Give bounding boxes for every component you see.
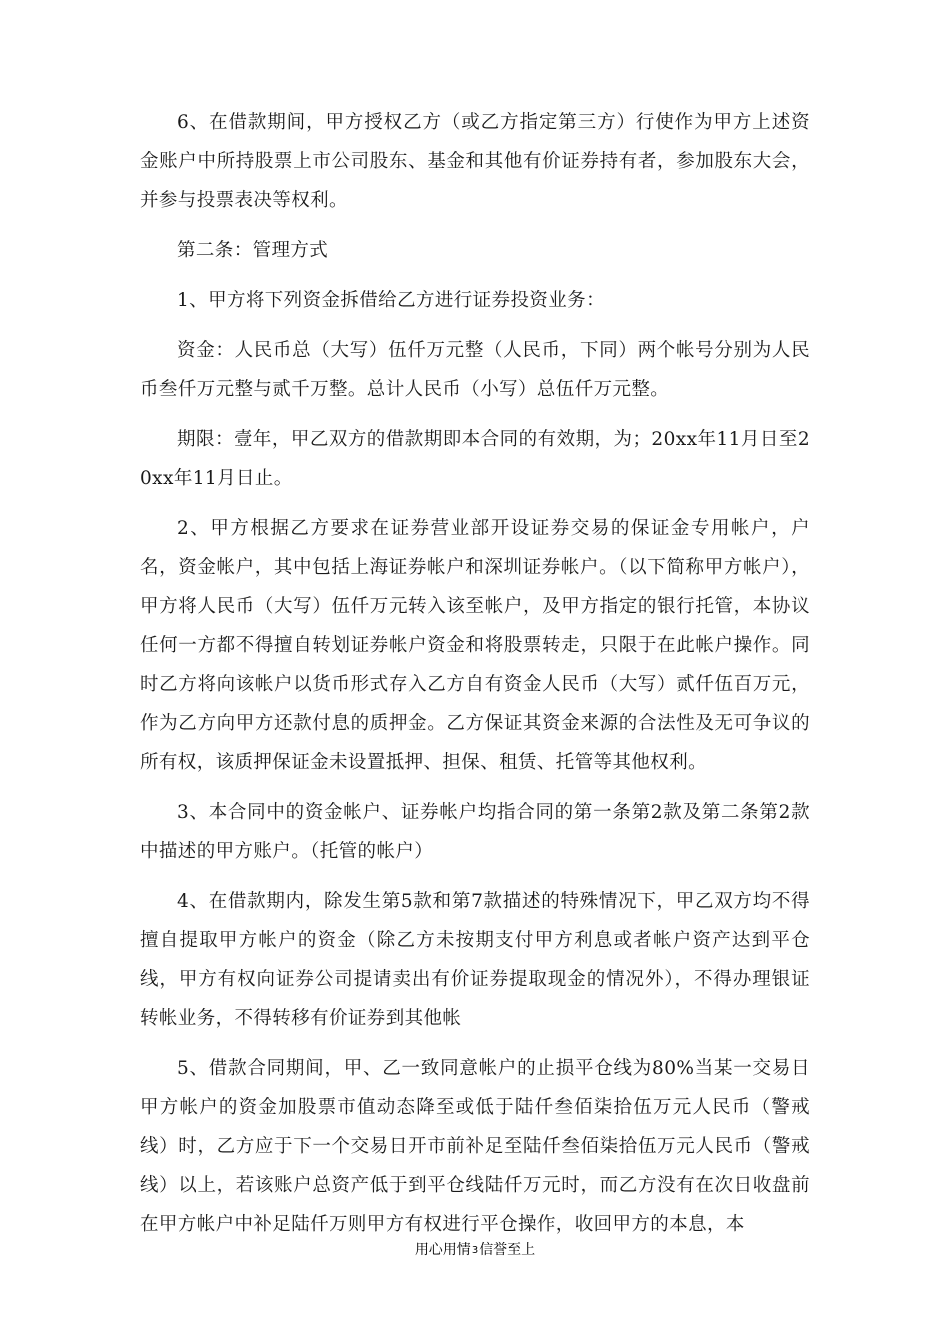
section-heading-article-2: 第二条：管理方式 bbox=[177, 240, 329, 261]
paragraph-clause-2-1: 1、甲方将下列资金拆借给乙方进行证券投资业务： bbox=[177, 290, 605, 311]
paragraph-clause-2-5: 5、借款合同期间，甲、乙一致同意帐户的止损平仓线为80%当某一交易日甲方帐户的资金加股票市值动态降至或低于陆仟叁佰柒拾伍万元人民币（警戒线）时，乙方应于下一个交易日开市前补足至陆仟叁佰柒拾伍万元人民币（警戒线）以上，若该账户总资产低于到平仓线陆仟万元时，而乙方没有在次日收盘前在甲方帐户中补足陆仟万则甲方有权进行平仓操作，收回甲方的本息，本 bbox=[140, 1058, 810, 1235]
document-body bbox=[140, 103, 810, 1255]
paragraph-term: 期限：壹年，甲乙双方的借款期即本合同的有效期，为；20xx年11月日至20xx年11月日止。 bbox=[140, 429, 810, 489]
page-footer bbox=[0, 1239, 950, 1259]
footer-slogan-left: 用心用情 bbox=[414, 1242, 471, 1258]
footer-slogan-right: 信誉至上 bbox=[479, 1242, 536, 1258]
page-number: 3 bbox=[471, 1245, 479, 1256]
paragraph-clause-2-3: 3、本合同中的资金帐户、证券帐户均指合同的第一条第2款及第二条第2款中描述的甲方账户。（托管的帐户） bbox=[140, 802, 810, 862]
paragraph-clause-2-4: 4、在借款期内，除发生第5款和第7款描述的特殊情况下，甲乙双方均不得擅自提取甲方帐户的资金（除乙方未按期支付甲方利息或者帐户资产达到平仓线，甲方有权向证券公司提请卖出有价证券提取现金的情况外），不得办理银证转帐业务，不得转移有价证券到其他帐 bbox=[140, 891, 810, 1029]
paragraph-clause-1-6: 6、在借款期间，甲方授权乙方（或乙方指定第三方）行使作为甲方上述资金账户中所持股票上市公司股东、基金和其他有价证券持有者，参加股东大会，并参与投票表决等权利。 bbox=[140, 112, 810, 211]
paragraph-clause-2-2: 2、甲方根据乙方要求在证券营业部开设证券交易的保证金专用帐户，户名，资金帐户，其中包括上海证券帐户和深圳证券帐户。（以下简称甲方帐户），甲方将人民币（大写）伍仟万元转入该至帐户，及甲方指定的银行托管，本协议任何一方都不得擅自转划证券帐户资金和将股票转走，只限于在此帐户操作。同时乙方将向该帐户以货币形式存入乙方自有资金人民币（大写）贰仟伍百万元，作为乙方向甲方还款付息的质押金。乙方保证其资金来源的合法性及无可争议的所有权，该质押保证金未设置抵押、担保、租赁、托管等其他权利。 bbox=[140, 518, 810, 773]
paragraph-funds: 资金：人民币总（大写）伍仟万元整（人民币，下同）两个帐号分别为人民币叁仟万元整与贰千万整。总计人民币（小写）总伍仟万元整。 bbox=[140, 340, 810, 400]
